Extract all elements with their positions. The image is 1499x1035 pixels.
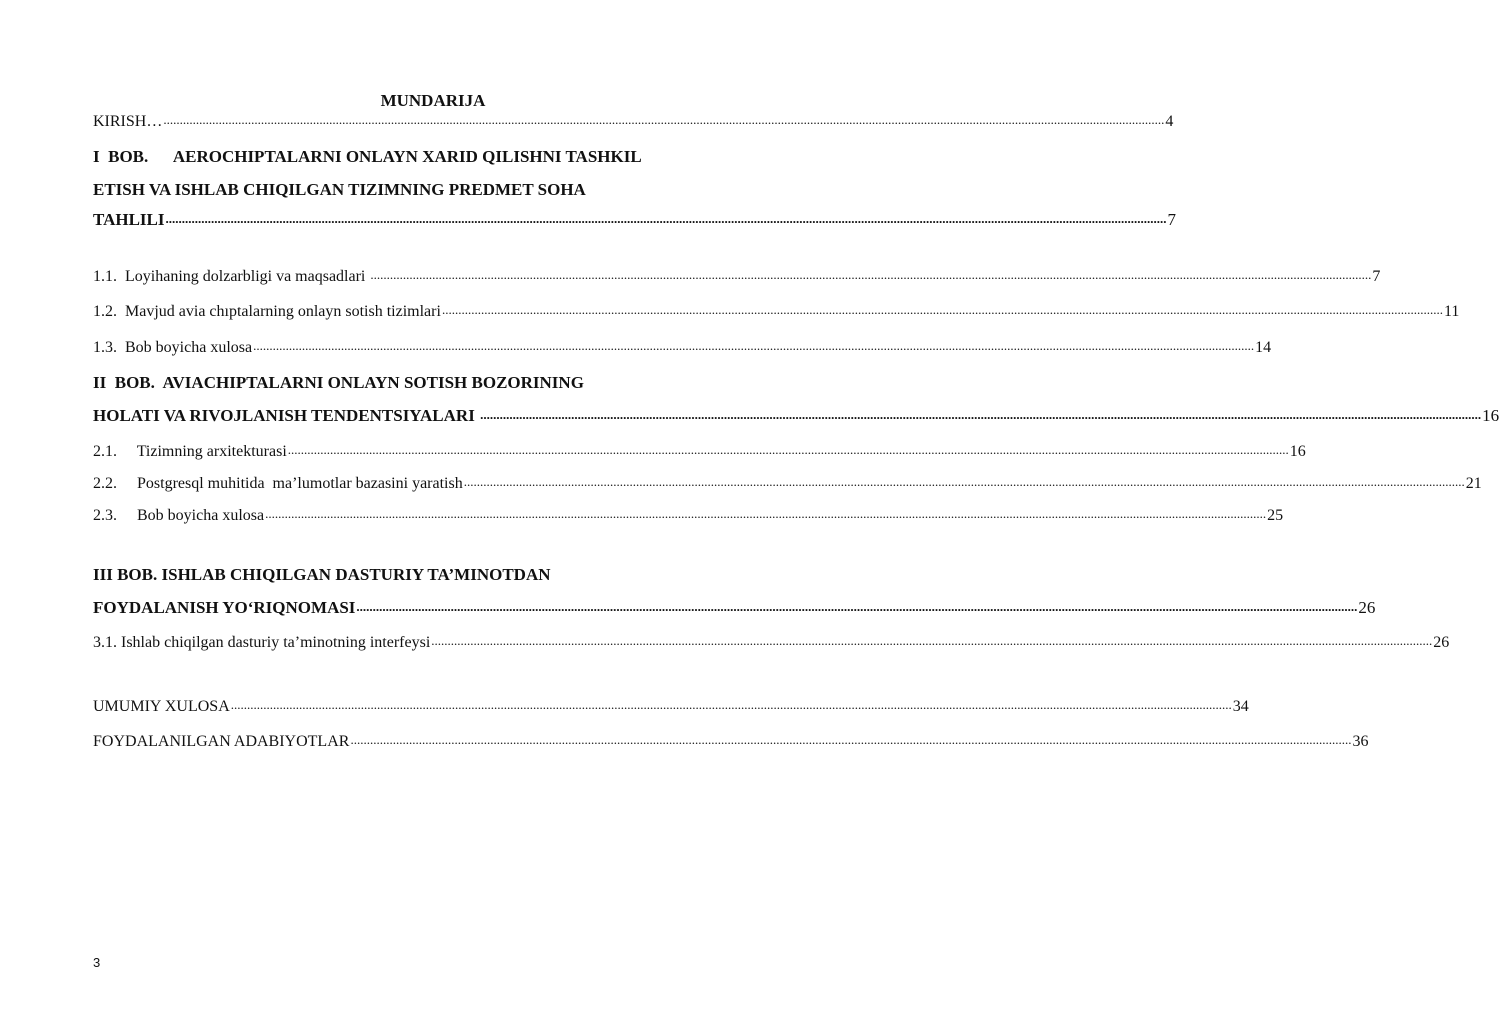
dot-leader: .................................................................................................................................................................................................................................................................................................................... bbox=[165, 211, 1167, 226]
toc-entry-page: 21 bbox=[1465, 475, 1482, 492]
dot-leader: .................................................................................................................................................................................................................................................................................................................... bbox=[163, 112, 1165, 127]
toc-entry-page: 34 bbox=[1232, 698, 1249, 715]
dot-leader: .................................................................................................................................................................................................................................................................................................................... bbox=[350, 732, 1352, 747]
toc-entry-label: 2.1. Tizimning arxitekturasi bbox=[93, 443, 287, 460]
toc-entry-1-1[interactable] bbox=[93, 267, 1381, 286]
dot-leader: .................................................................................................................................................................................................................................................................................................................... bbox=[480, 407, 1482, 422]
dot-leader: .................................................................................................................................................................................................................................................................................................................... bbox=[356, 599, 1358, 614]
toc-entry-1-2[interactable] bbox=[93, 302, 1460, 321]
toc-entry-page: 7 bbox=[1167, 210, 1176, 229]
toc-entry-umumiy-xulosa[interactable] bbox=[93, 697, 1249, 716]
toc-entry-label: 3.1. Ishlab chiqilgan dasturiy ta’minotning interfeysi bbox=[93, 634, 431, 651]
toc-entry-2-1[interactable] bbox=[93, 442, 1306, 461]
toc-entry-label: TAHLILI bbox=[93, 210, 165, 229]
dot-leader: .................................................................................................................................................................................................................................................................................................................... bbox=[431, 633, 1433, 648]
chapter-2-heading-line-1[interactable]: II BOB. AVIACHIPTALARNI ONLAYN SOTISH BOZORINING bbox=[93, 373, 584, 392]
toc-entry-label: FOYDALANISH YO‘RIQNOMASI bbox=[93, 598, 356, 617]
toc-entry-3-1[interactable] bbox=[93, 633, 1450, 652]
toc-entry-page: 14 bbox=[1255, 339, 1272, 356]
page-number: 3 bbox=[93, 955, 101, 970]
toc-entry-label: 1.1. Loyihaning dolzarbligi va maqsadlari bbox=[93, 268, 370, 285]
toc-entry-label: 2.3. Bob boyicha xulosa bbox=[93, 507, 265, 524]
page-title: MUNDARIJA bbox=[380, 91, 486, 110]
toc-entry-label: 2.2. Postgresql muhitida ma’lumotlar bazasini yaratish bbox=[93, 475, 463, 492]
dot-leader: .................................................................................................................................................................................................................................................................................................................... bbox=[265, 506, 1267, 521]
toc-entry-chapter-1[interactable] bbox=[93, 210, 1176, 230]
chapter-1-heading-line-2[interactable]: ETISH VA ISHLAB CHIQILGAN TIZIMNING PREDMET SOHA bbox=[93, 180, 586, 199]
toc-entry-label: 1.2. Mavjud avia chıptalarning onlayn sotish tizimlari bbox=[93, 303, 441, 320]
toc-entry-2-2[interactable] bbox=[93, 474, 1482, 493]
toc-entry-page: 36 bbox=[1352, 733, 1369, 750]
toc-entry-page: 4 bbox=[1165, 113, 1174, 130]
toc-entry-1-3[interactable] bbox=[93, 338, 1272, 357]
chapter-1-heading-line-1[interactable]: I BOB. AEROCHIPTALARNI ONLAYN XARID QILISHNI TASHKIL bbox=[93, 147, 642, 166]
toc-entry-page: 11 bbox=[1443, 303, 1460, 320]
dot-leader: .................................................................................................................................................................................................................................................................................................................... bbox=[230, 697, 1232, 712]
toc-entry-chapter-3[interactable] bbox=[93, 598, 1376, 618]
toc-entry-page: 26 bbox=[1358, 598, 1376, 617]
dot-leader: .................................................................................................................................................................................................................................................................................................................... bbox=[463, 474, 1465, 489]
toc-entry-kirish[interactable] bbox=[93, 112, 1174, 131]
toc-entry-page: 25 bbox=[1267, 507, 1284, 524]
toc-entry-2-3[interactable] bbox=[93, 506, 1284, 525]
toc-entry-label: FOYDALANILGAN ADABIYOTLAR bbox=[93, 733, 350, 750]
toc-entry-label: 1.3. Bob boyicha xulosa bbox=[93, 339, 253, 356]
toc-entry-page: 16 bbox=[1289, 443, 1306, 460]
toc-entry-label: UMUMIY XULOSA bbox=[93, 698, 230, 715]
chapter-3-heading-line-1[interactable]: III BOB. ISHLAB CHIQILGAN DASTURIY TA’MINOTDAN bbox=[93, 565, 551, 584]
dot-leader: .................................................................................................................................................................................................................................................................................................................... bbox=[370, 267, 1372, 282]
toc-entry-adabiyotlar[interactable] bbox=[93, 732, 1369, 751]
toc-entry-page: 16 bbox=[1482, 406, 1499, 425]
toc-entry-page: 26 bbox=[1433, 634, 1450, 651]
toc-entry-label: HOLATI VA RIVOJLANISH TENDENTSIYALARI bbox=[93, 406, 480, 425]
dot-leader: .................................................................................................................................................................................................................................................................................................................... bbox=[253, 338, 1255, 353]
toc-entry-label: KIRISH… bbox=[93, 113, 163, 130]
toc-entry-page: 7 bbox=[1372, 268, 1381, 285]
toc-entry-chapter-2[interactable] bbox=[93, 406, 1499, 426]
dot-leader: .................................................................................................................................................................................................................................................................................................................... bbox=[441, 302, 1443, 317]
dot-leader: .................................................................................................................................................................................................................................................................................................................... bbox=[287, 442, 1289, 457]
